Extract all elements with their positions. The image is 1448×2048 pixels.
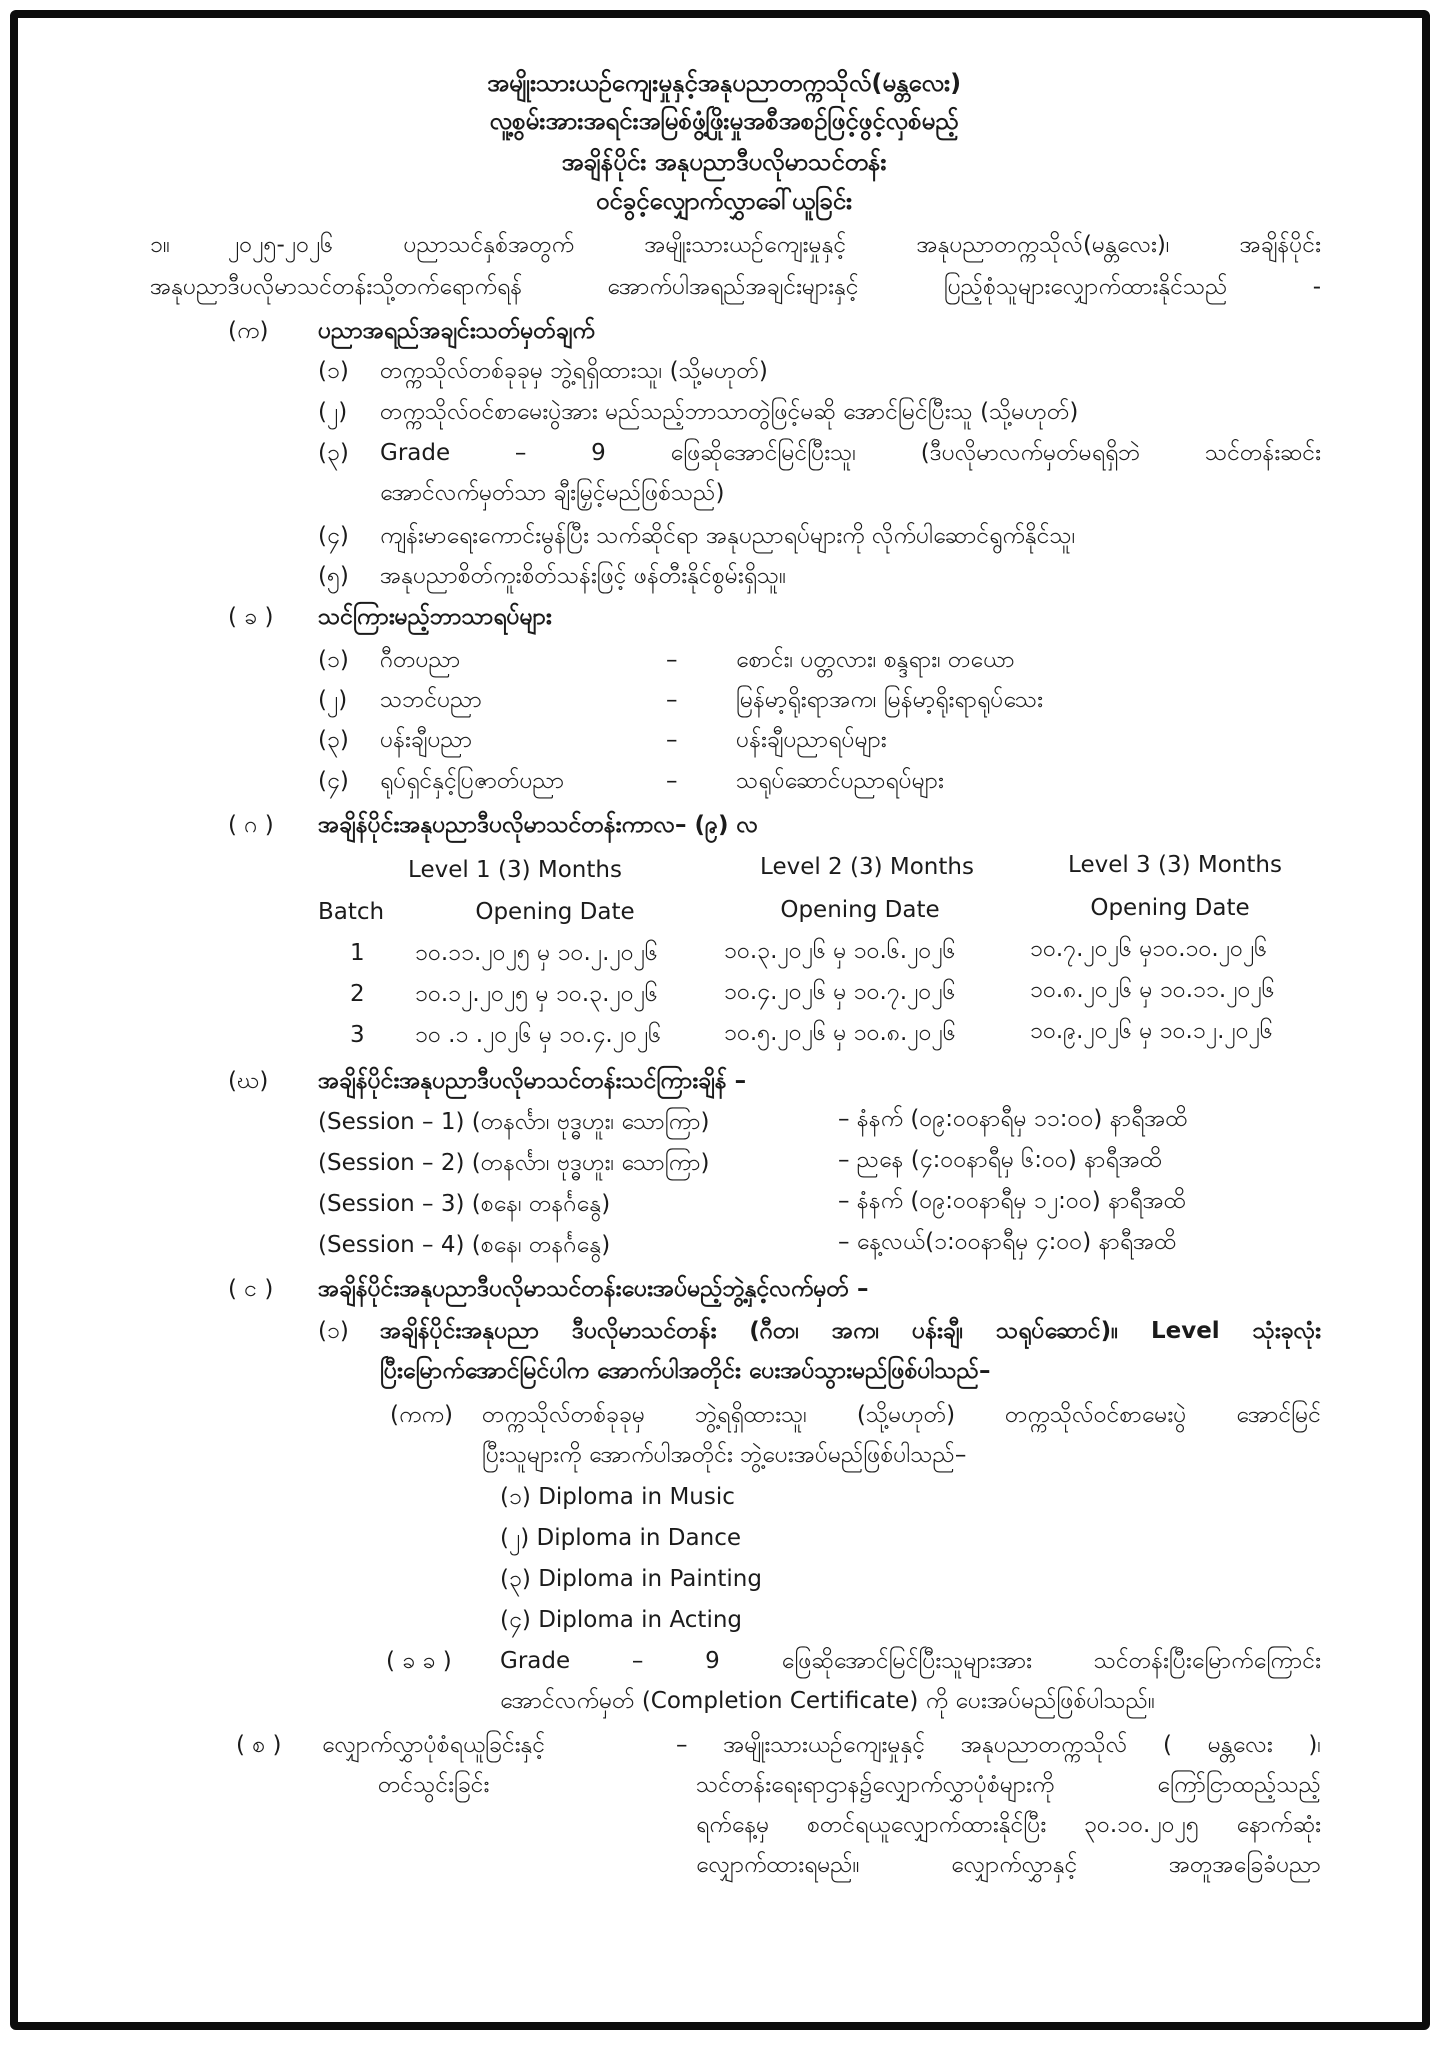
opening-date-header-3: Opening Date bbox=[1090, 895, 1250, 921]
section-k-heading: ပညာအရည်အချင်းသတ်မှတ်ချက် bbox=[318, 318, 595, 344]
batch-1-level-3-date: ၁၀.၇.၂၀၂၆ မှ၁၀.၁၀.၂၀၂၆ bbox=[1030, 936, 1268, 962]
intro-line-2: အနုပညာဒီပလိုမာသင်တန်းသို့တက်ရောက်ရန် အောက်ပါအရည်အချင်းများနှင့် ပြည့်စုံသူများလျှောက်ထားနိုင်သည် - bbox=[150, 274, 1321, 300]
ng-para-1-line-1: အချိန်ပိုင်းအနုပညာ ဒီပလိုမာသင်တန်း (ဂီတ၊ အက၊ ပန်းချီ၊ သရုပ်ဆောင်)။ Level သုံးခုလုံး bbox=[380, 1318, 1321, 1344]
kh-item-1-dash: – bbox=[666, 647, 678, 673]
session-1-name: (Session – 1) (တနင်္လာ၊ ဗုဒ္ဓဟူး၊ သောကြာ) bbox=[318, 1109, 710, 1135]
level-1-header: Level 1 (3) Months bbox=[408, 857, 622, 883]
kh-item-3-num: (၃) bbox=[318, 727, 349, 753]
khkh-line-2: အောင်လက်မှတ် (Completion Certificate) ကို ပေးအပ်မည်ဖြစ်ပါသည်။ bbox=[500, 1688, 1155, 1714]
batch-2-level-2-date: ၁၀.၄.၂၀၂၆ မှ ၁၀.၇.၂၀၂၆ bbox=[724, 979, 956, 1005]
kh-item-2-detail: မြန်မာ့ရိုးရာအက၊ မြန်မာ့ရိုးရာရုပ်သေး bbox=[736, 687, 1043, 713]
intro-line-1: ၂၀၂၅-၂၀၂၆ ပညာသင်နှစ်အတွက် အမျိုးသားယဉ်ကျေးမှုနှင့် အနုပညာတက္ကသိုလ်(မန္တလေး)၊ အချိန်ပိုင်း bbox=[228, 232, 1321, 258]
opening-date-header-2: Opening Date bbox=[780, 897, 940, 923]
batch-3-level-2-date: ၁၀.၅.၂၀၂၆ မှ ၁၀.၈.၂၀၂၆ bbox=[724, 1020, 956, 1046]
section-ng-mark: ( င ) bbox=[228, 1276, 274, 1302]
k-item-3-text-cont: အောင်လက်မှတ်သာ ချီးမြှင့်မည်ဖြစ်သည်) bbox=[380, 480, 725, 506]
session-2-name: (Session – 2) (တနင်္လာ၊ ဗုဒ္ဓဟူး၊ သောကြာ) bbox=[318, 1150, 710, 1176]
ng-para-1-num: (၁) bbox=[318, 1318, 349, 1344]
session-3-time: – နံနက် (၀၉:၀၀နာရီမှ ၁၂:၀၀) နာရီအထိ bbox=[838, 1188, 1186, 1214]
batch-1-number: 1 bbox=[350, 940, 365, 966]
section-s-label-1: လျှောက်လွှာပုံစံရယူခြင်းနှင့် bbox=[322, 1732, 546, 1758]
session-3-name: (Session – 3) (စနေ၊ တနင်္ဂနွေ) bbox=[318, 1191, 611, 1217]
k-item-4-num: (၄) bbox=[318, 523, 349, 549]
k-item-1-text: တက္ကသိုလ်တစ်ခုခုမှ ဘွဲ့ရရှိထားသူ၊ (သို့မဟုတ်) bbox=[380, 358, 768, 384]
title-line-4: ဝင်ခွင့်လျှောက်လွှာခေါ်ယူခြင်း bbox=[595, 187, 853, 215]
section-g-heading: အချိန်ပိုင်းအနုပညာဒီပလိုမာသင်တန်းကာလ– (၉) လ bbox=[318, 812, 759, 838]
kk-line-2: ပြီးသူများကို အောက်ပါအတိုင်း ဘွဲ့ပေးအပ်မည်ဖြစ်ပါသည်– bbox=[482, 1442, 967, 1468]
diploma-dance: (၂) Diploma in Dance bbox=[500, 1525, 741, 1551]
batch-2-level-3-date: ၁၀.၈.၂၀၂၆ မှ ၁၀.၁၁.၂၀၂၆ bbox=[1030, 977, 1275, 1003]
kk-mark: (ကက) bbox=[390, 1402, 453, 1428]
batch-1-level-2-date: ၁၀.၃.၂၀၂၆ မှ ၁၀.၆.၂၀၂၆ bbox=[724, 938, 956, 964]
batch-3-number: 3 bbox=[350, 1022, 365, 1048]
kh-item-4-dash: – bbox=[666, 768, 678, 794]
level-2-header: Level 2 (3) Months bbox=[760, 854, 974, 880]
kh-item-4-name: ရုပ်ရှင်နှင့်ပြဇာတ်ပညာ bbox=[380, 768, 565, 794]
k-item-4-text: ကျန်းမာရေးကောင်းမွန်ပြီး သက်ဆိုင်ရာ အနုပညာရပ်များကို လိုက်ပါဆောင်ရွက်နိုင်သူ၊ bbox=[380, 523, 1076, 549]
section-ng-heading: အချိန်ပိုင်းအနုပညာဒီပလိုမာသင်တန်းပေးအပ်မည့်ဘွဲ့နှင့်လက်မှတ် – bbox=[318, 1276, 869, 1302]
batch-1-level-1-date: ၁၀.၁၁.၂၀၂၅ မှ ၁၀.၂.၂၀၂၆ bbox=[415, 940, 658, 966]
level-3-header: Level 3 (3) Months bbox=[1068, 852, 1282, 878]
khkh-line-1: Grade – 9 ဖြေဆိုအောင်မြင်ပြီးသူများအား သင်တန်းပြီးမြောက်ကြောင်း bbox=[500, 1648, 1321, 1674]
kh-item-3-dash: – bbox=[666, 727, 678, 753]
kh-item-1-name: ဂီတပညာ bbox=[380, 647, 461, 673]
diploma-music: (၁) Diploma in Music bbox=[500, 1484, 735, 1510]
intro-number: ၁။ bbox=[150, 232, 170, 258]
session-1-time: – နံနက် (၀၉:၀၀နာရီမှ ၁၁:၀၀) နာရီအထိ bbox=[838, 1106, 1188, 1132]
kh-item-3-name: ပန်းချီပညာ bbox=[380, 727, 473, 753]
section-k-mark: (က) bbox=[228, 318, 269, 344]
kh-item-3-detail: ပန်းချီပညာရပ်များ bbox=[736, 727, 887, 753]
batch-2-number: 2 bbox=[350, 981, 365, 1007]
session-4-time: – နေ့လယ်(၁:၀၀နာရီမှ ၄:၀၀) နာရီအထိ bbox=[838, 1229, 1177, 1255]
section-gh-mark: (ဃ) bbox=[228, 1068, 269, 1094]
kh-item-1-num: (၁) bbox=[318, 647, 349, 673]
section-kh-heading: သင်ကြားမည့်ဘာသာရပ်များ bbox=[318, 604, 552, 630]
khkh-mark: ( ခ ခ ) bbox=[386, 1648, 452, 1674]
k-item-1-num: (၁) bbox=[318, 358, 349, 384]
batch-header: Batch bbox=[318, 899, 385, 925]
kh-item-2-num: (၂) bbox=[318, 687, 348, 713]
kh-item-1-detail: စောင်း၊ ပတ္တလား၊ စန္ဒရား၊ တယော bbox=[736, 647, 1015, 673]
k-item-3-num: (၃) bbox=[318, 440, 349, 466]
title-line-3: အချိန်ပိုင်း အနုပညာဒီပလိုမာသင်တန်း bbox=[561, 148, 887, 176]
title-line-2: လူ့စွမ်းအားအရင်းအမြစ်ဖွံ့ဖြိုးမှုအစီအစဉ်ဖြင့်ဖွင့်လှစ်မည့် bbox=[489, 107, 959, 135]
section-s-mark: ( စ ) bbox=[236, 1732, 282, 1758]
section-gh-heading: အချိန်ပိုင်းအနုပညာဒီပလိုမာသင်တန်းသင်ကြားချိန် – bbox=[318, 1068, 747, 1094]
diploma-painting: (၃) Diploma in Painting bbox=[500, 1566, 762, 1592]
ng-para-1-line-2: ပြီးမြောက်အောင်မြင်ပါက အောက်ပါအတိုင်း ပေးအပ်သွားမည်ဖြစ်ပါသည်– bbox=[380, 1358, 991, 1384]
batch-3-level-1-date: ၁၀ .၁ .၂၀၂၆ မှ ၁၀.၄.၂၀၂၆ bbox=[415, 1022, 662, 1048]
section-g-mark: ( ဂ ) bbox=[228, 812, 274, 838]
session-2-time: – ညနေ (၄:၀၀နာရီမှ ၆:၀၀) နာရီအထိ bbox=[838, 1147, 1163, 1173]
section-s-line-3: ရက်နေ့မှ စတင်ရယူလျှောက်ထားနိုင်ပြီး ၃၀.၁၀.၂၀၂၅ နောက်ဆုံး bbox=[696, 1812, 1321, 1838]
k-item-3-text: Grade – 9 ဖြေဆိုအောင်မြင်ပြီးသူ၊ (ဒီပလိုမာလက်မှတ်မရရှိဘဲ သင်တန်းဆင်း bbox=[380, 440, 1321, 466]
diploma-acting: (၄) Diploma in Acting bbox=[500, 1607, 743, 1633]
section-kh-mark: ( ခ ) bbox=[228, 604, 274, 630]
k-item-5-text: အနုပညာစိတ်ကူးစိတ်သန်းဖြင့် ဖန်တီးနိုင်စွမ်းရှိသူ။ bbox=[380, 563, 787, 589]
section-s-line-4: လျှောက်ထားရမည်။ လျှောက်လွှာနှင့် အတူအခြေခံပညာ bbox=[696, 1852, 1321, 1878]
kh-item-4-num: (၄) bbox=[318, 768, 349, 794]
kh-item-2-dash: – bbox=[666, 687, 678, 713]
kh-item-4-detail: သရုပ်ဆောင်ပညာရပ်များ bbox=[736, 768, 944, 794]
k-item-2-text: တက္ကသိုလ်ဝင်စာမေးပွဲအား မည်သည့်ဘာသာတွဲဖြင့်မဆို အောင်မြင်ပြီးသူ (သို့မဟုတ်) bbox=[380, 399, 1079, 425]
k-item-5-num: (၅) bbox=[318, 563, 349, 589]
batch-2-level-1-date: ၁၀.၁၂.၂၀၂၅ မှ ၁၀.၃.၂၀၂၆ bbox=[415, 981, 658, 1007]
section-s-line-2: သင်တန်းရေးရာဌာန၌လျှောက်လွှာပုံစံများကို ကြော်ငြာထည့်သည့် bbox=[696, 1772, 1321, 1798]
batch-3-level-3-date: ၁၀.၉.၂၀၂၆ မှ ၁၀.၁၂.၂၀၂၆ bbox=[1030, 1018, 1273, 1044]
k-item-2-num: (၂) bbox=[318, 399, 348, 425]
session-4-name: (Session – 4) (စနေ၊ တနင်္ဂနွေ) bbox=[318, 1232, 611, 1258]
opening-date-header-1: Opening Date bbox=[475, 899, 635, 925]
section-s-line-1: – အမျိုးသားယဉ်ကျေးမှုနှင့် အနုပညာတက္ကသိုလ် ( မန္တလေး )၊ bbox=[676, 1732, 1321, 1758]
kk-line-1: တက္ကသိုလ်တစ်ခုခုမှ ဘွဲ့ရရှိထားသူ၊ (သို့မဟုတ်) တက္ကသိုလ်ဝင်စာမေးပွဲ အောင်မြင် bbox=[482, 1402, 1321, 1428]
kh-item-2-name: သဘင်ပညာ bbox=[380, 687, 482, 713]
section-s-label-2: တင်သွင်းခြင်း bbox=[378, 1772, 490, 1798]
title-line-1: အမျိုးသားယဉ်ကျေးမှုနှင့်အနုပညာတက္ကသိုလ်(မန္တလေး) bbox=[486, 69, 962, 97]
